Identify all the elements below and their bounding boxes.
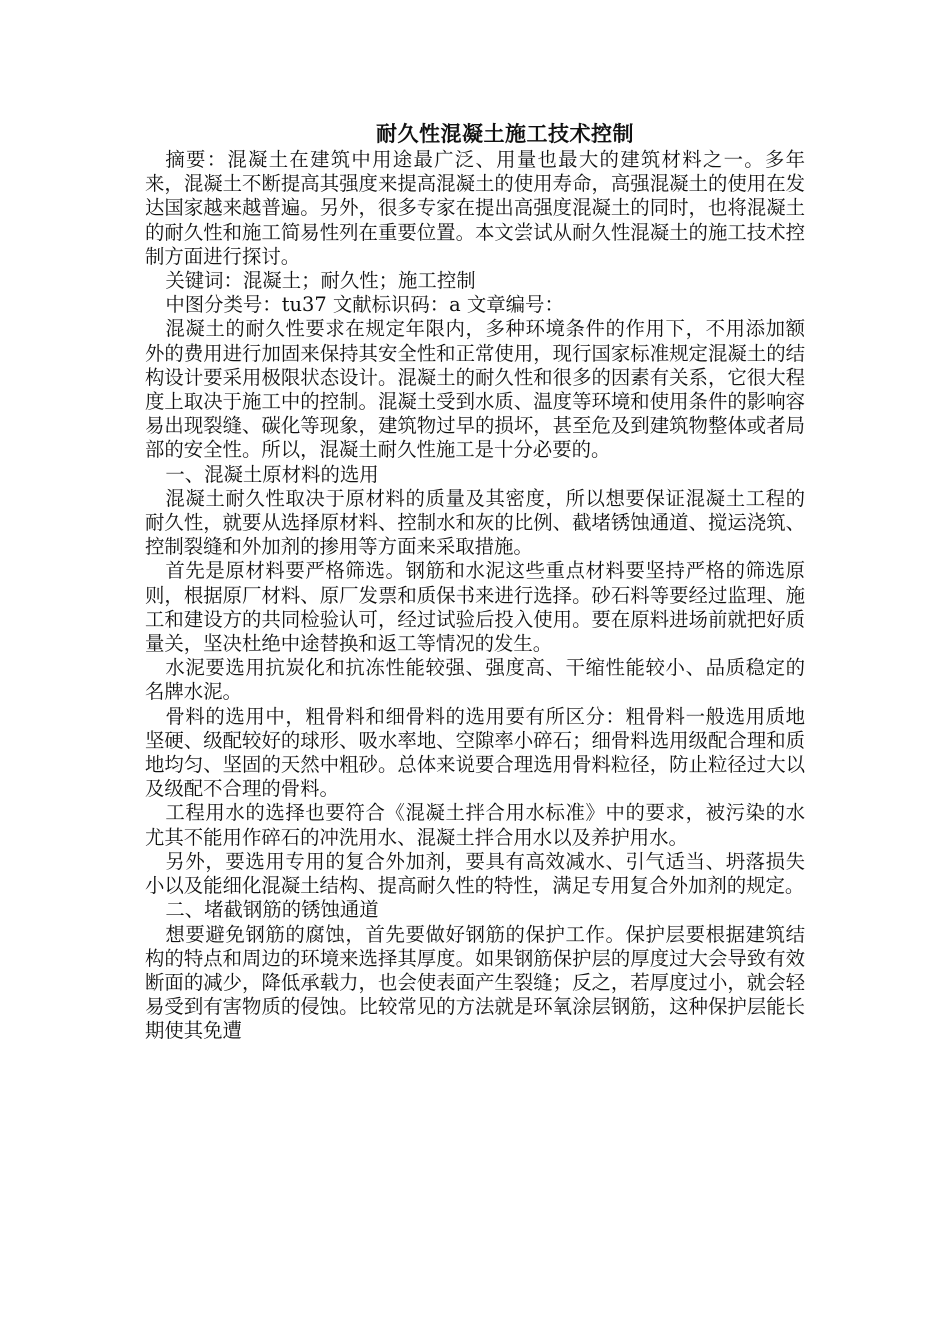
body-paragraph: 水泥要选用抗炭化和抗冻性能较强、强度高、干缩性能较小、品质稳定的名牌水泥。 bbox=[145, 656, 805, 704]
section-heading: 二、堵截钢筋的锈蚀通道 bbox=[165, 898, 379, 922]
body-paragraph: 混凝土耐久性取决于原材料的质量及其密度，所以想要保证混凝土工程的耐久性，就要从选择原材料、控制水和灰的比例、截堵锈蚀通道、搅运浇筑、控制裂缝和外加剂的掺用等方面来采取措施。 bbox=[145, 486, 805, 559]
classification-paragraph: 中图分类号：tu37 文献标识码：a 文章编号： bbox=[165, 293, 564, 317]
document-title: 耐久性混凝土施工技术控制 bbox=[376, 121, 634, 146]
abstract-paragraph: 摘要：混凝土在建筑中用途最广泛、用量也最大的建筑材料之一。多年来，混凝土不断提高其强度来提高混凝土的使用寿命，高强混凝土的使用在发达国家越来越普遍。另外，很多专家在提出高强度混凝土的同时，也将混凝土的耐久性和施工简易性列在重要位置。本文尝试从耐久性混凝土的施工技术控制方面进行探讨。 bbox=[145, 148, 805, 268]
document-body bbox=[145, 120, 805, 1044]
keywords-paragraph: 关键词：混凝土；耐久性；施工控制 bbox=[165, 269, 476, 293]
section-heading: 一、混凝土原材料的选用 bbox=[165, 462, 379, 486]
body-paragraph: 混凝土的耐久性要求在规定年限内，多种环境条件的作用下，不用添加额外的费用进行加固来保持其安全性和正常使用，现行国家标准规定混凝土的结构设计要采用极限状态设计。混凝土的耐久性和很多的因素有关系，它很大程度上取决于施工中的控制。混凝土受到水质、温度等环境和使用条件的影响容易出现裂缝、碳化等现象，建筑物过早的损坏，甚至危及到建筑物整体或者局部的安全性。所以，混凝土耐久性施工是十分必要的。 bbox=[145, 317, 805, 462]
body-paragraph: 工程用水的选择也要符合《混凝土拌合用水标准》中的要求，被污染的水尤其不能用作碎石的冲洗用水、混凝土拌合用水以及养护用水。 bbox=[145, 801, 805, 849]
body-paragraph: 骨料的选用中，粗骨料和细骨料的选用要有所区分：粗骨料一般选用质地坚硬、级配较好的球形、吸水率地、空隙率小碎石；细骨料选用级配合理和质地均匀、坚固的天然中粗砂。总体来说要合理选用骨料粒径，防止粒径过大以及级配不合理的骨料。 bbox=[145, 704, 805, 801]
body-paragraph: 另外，要选用专用的复合外加剂，要具有高效减水、引气适当、坍落损失小以及能细化混凝土结构、提高耐久性的特性，满足专用复合外加剂的规定。 bbox=[145, 849, 805, 898]
body-paragraph: 首先是原材料要严格筛选。钢筋和水泥这些重点材料要坚持严格的筛选原则，根据原厂材料、原厂发票和质保书来进行选择。砂石料等要经过监理、施工和建设方的共同检验认可，经过试验后投入使用。要在原料进场前就把好质量关，坚决杜绝中途替换和返工等情况的发生。 bbox=[145, 559, 805, 656]
body-paragraph: 想要避免钢筋的腐蚀，首先要做好钢筋的保护工作。保护层要根据建筑结构的特点和周边的环境来选择其厚度。如果钢筋保护层的厚度过大会导致有效断面的减少，降低承载力，也会使表面产生裂缝；反之，若厚度过小，就会轻易受到有害物质的侵蚀。比较常见的方法就是环氧涂层钢筋，这种保护层能长期使其免遭 bbox=[145, 922, 805, 1043]
